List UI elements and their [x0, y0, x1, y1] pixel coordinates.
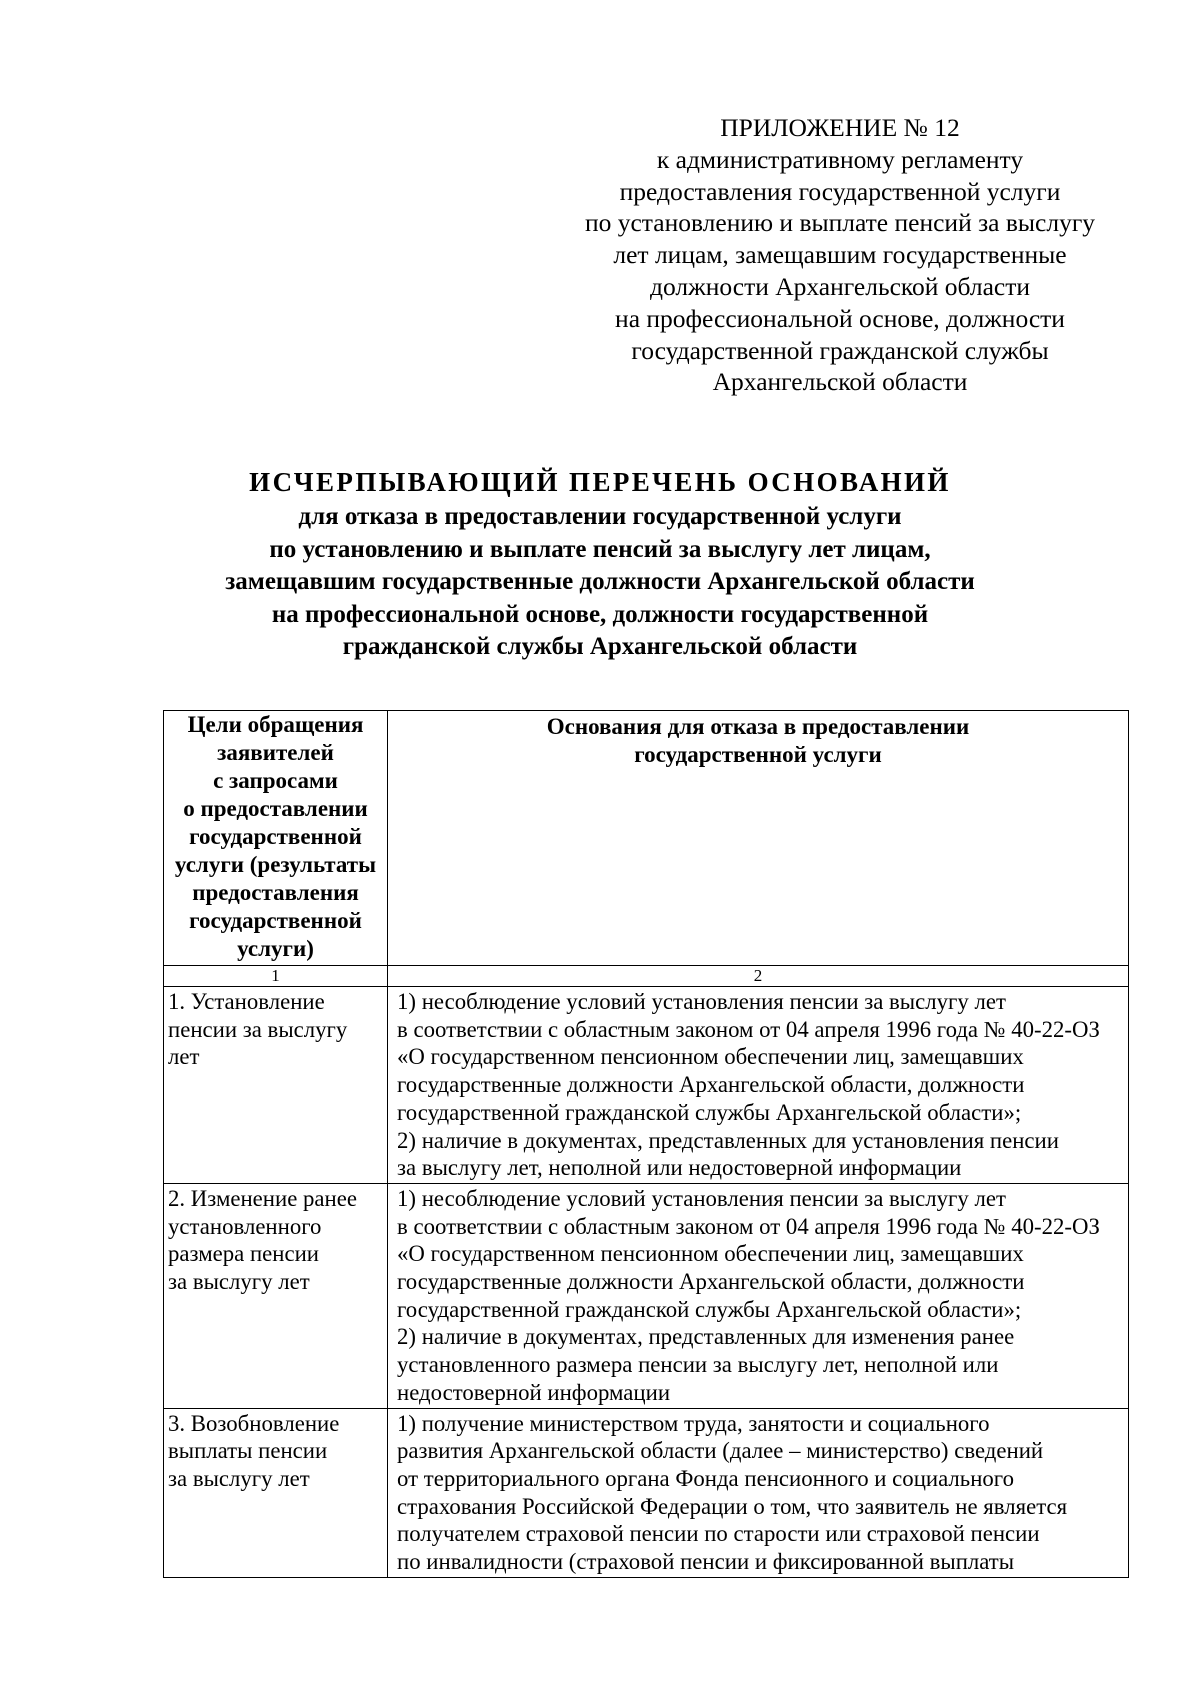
cell-line: 1) получение министерством труда, занятости и социального: [397, 1410, 990, 1436]
header-text: государственной: [189, 824, 362, 849]
cell-line: установленного размера пенсии за выслугу лет, неполной или: [397, 1352, 999, 1378]
appendix-line: Архангельской области: [712, 367, 968, 397]
cell-line: выплаты пенсии: [168, 1438, 328, 1464]
cell-line: 2. Изменение ранее: [168, 1185, 357, 1211]
goal-cell: [164, 987, 388, 1184]
table-row: [164, 987, 1129, 1184]
column-number: 1: [164, 966, 388, 987]
appendix-header: [520, 112, 1160, 398]
appendix-line: к административному регламенту: [656, 144, 1024, 174]
header-text: Цели обращения: [187, 712, 364, 737]
title-line: на профессиональной основе, должности государственной: [271, 600, 929, 628]
cell-line: от территориального органа Фонда пенсионного и социального: [397, 1465, 1014, 1491]
appendix-line: по установлению и выплате пенсий за выслугу: [584, 208, 1096, 238]
appendix-line: ПРИЛОЖЕНИЕ № 12: [720, 113, 960, 142]
cell-line: за выслугу лет: [168, 1465, 310, 1491]
cell-line: 3. Возобновление: [168, 1410, 340, 1436]
cell-line: за выслугу лет: [168, 1269, 310, 1295]
cell-line: недостоверной информации: [397, 1379, 671, 1405]
cell-line: в соответствии с областным законом от 04 апреля 1996 года № 40-22-ОЗ: [397, 1016, 1100, 1042]
reasons-cell: [388, 1183, 1129, 1408]
reasons-cell: [388, 987, 1129, 1184]
cell-line: государственной гражданской службы Архангельской области»;: [397, 1296, 1022, 1322]
header-text: с запросами: [213, 768, 338, 793]
title-line: замещавшим государственные должности Архангельской области: [225, 568, 975, 596]
cell-line: 1. Установление: [168, 989, 325, 1014]
cell-line: «О государственном пенсионном обеспечении лиц, замещавших: [397, 1241, 1024, 1267]
cell-line: в соответствии с областным законом от 04 апреля 1996 года № 40-22-ОЗ: [397, 1213, 1100, 1239]
appendix-line: должности Архангельской области: [649, 271, 1030, 301]
goal-cell: [164, 1183, 388, 1408]
header-text: государственной услуги: [634, 742, 882, 767]
cell-line: лет: [168, 1044, 200, 1070]
column-numbers-row: [164, 966, 1129, 987]
cell-line: по инвалидности (страховой пенсии и фиксированной выплаты: [397, 1549, 1015, 1575]
cell-line: развития Архангельской области (далее – министерство) сведений: [397, 1438, 1044, 1464]
goal-cell: [164, 1408, 388, 1577]
table-row: [164, 1408, 1129, 1577]
table-row: [164, 1183, 1129, 1408]
header-text: услуги (результаты: [174, 852, 377, 877]
title-line: для отказа в предоставлении государственной услуги: [298, 503, 902, 530]
cell-line: 2) наличие в документах, представленных для установления пенсии: [397, 1127, 1059, 1153]
cell-line: за выслугу лет, неполной или недостоверной информации: [397, 1155, 962, 1181]
header-text: государственной: [189, 908, 362, 933]
cell-line: получателем страховой пенсии по старости или страховой пенсии: [397, 1521, 1040, 1547]
header-reasons-cell: [388, 711, 1129, 966]
header-text: Основания для отказа в предоставлении: [546, 714, 970, 739]
cell-line: государственные должности Архангельской области, должности: [397, 1269, 1025, 1295]
appendix-line: государственной гражданской службы: [631, 335, 1049, 365]
reasons-cell: [388, 1408, 1129, 1577]
appendix-line: предоставления государственной услуги: [619, 176, 1061, 206]
header-text: заявителей: [217, 740, 334, 765]
cell-line: размера пенсии: [168, 1241, 319, 1267]
cell-line: установленного: [168, 1213, 322, 1239]
title-line: гражданской службы Архангельской области: [342, 633, 858, 661]
cell-line: 1) несоблюдение условий установления пенсии за выслугу лет: [397, 989, 1006, 1014]
document-title: [150, 463, 1050, 664]
title-main: ИСЧЕРПЫВАЮЩИЙ ПЕРЕЧЕНЬ ОСНОВАНИЙ: [249, 467, 951, 497]
grounds-table: [163, 710, 1129, 1578]
column-number: 2: [388, 966, 1129, 987]
cell-line: государственной гражданской службы Архангельской области»;: [397, 1099, 1022, 1125]
header-goals-cell: [164, 711, 388, 966]
cell-line: 1) несоблюдение условий установления пенсии за выслугу лет: [397, 1185, 1006, 1211]
cell-line: 2) наличие в документах, представленных для изменения ранее: [397, 1324, 1015, 1350]
header-text: предоставления: [192, 880, 359, 905]
cell-line: страхования Российской Федерации о том, что заявитель не является: [397, 1493, 1068, 1519]
table-header-row: [164, 711, 1129, 966]
header-text: услуги): [237, 936, 314, 961]
appendix-line: лет лицам, замещавшим государственные: [613, 240, 1067, 270]
cell-line: пенсии за выслугу: [168, 1016, 348, 1042]
header-text: о предоставлении: [183, 796, 368, 821]
cell-line: государственные должности Архангельской области, должности: [397, 1072, 1025, 1098]
cell-line: «О государственном пенсионном обеспечении лиц, замещавших: [397, 1044, 1024, 1070]
title-line: по установлению и выплате пенсий за выслугу лет лицам,: [269, 535, 931, 563]
appendix-line: на профессиональной основе, должности: [615, 303, 1065, 333]
